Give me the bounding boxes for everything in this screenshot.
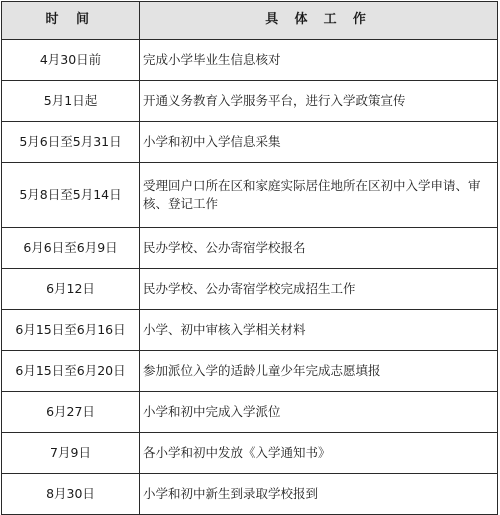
cell-work: 民办学校、公办寄宿学校完成招生工作 [140,269,498,310]
cell-time: 8月30日 [2,474,140,515]
table-row [2,40,498,81]
table-row [2,228,498,269]
header-time: 时 间 [2,2,140,40]
cell-work: 完成小学毕业生信息核对 [140,40,498,81]
table-row [2,310,498,351]
cell-work: 民办学校、公办寄宿学校报名 [140,228,498,269]
cell-time: 7月9日 [2,433,140,474]
table-row [2,351,498,392]
header-work: 具 体 工 作 [140,2,498,40]
cell-work: 小学和初中完成入学派位 [140,392,498,433]
table-row [2,122,498,163]
cell-time: 6月12日 [2,269,140,310]
cell-work: 开通义务教育入学服务平台，进行入学政策宣传 [140,81,498,122]
cell-time: 6月6日至6月9日 [2,228,140,269]
cell-time: 6月15日至6月20日 [2,351,140,392]
cell-work: 小学和初中新生到录取学校报到 [140,474,498,515]
enrollment-schedule-table [1,1,498,515]
schedule-sheet [1,1,497,501]
table-header [2,2,498,40]
table-row [2,81,498,122]
table-row [2,269,498,310]
cell-time: 5月6日至5月31日 [2,122,140,163]
cell-work: 受理回户口所在区和家庭实际居住地所在区初中入学申请、审核、登记工作 [140,163,498,228]
table-body [2,40,498,515]
cell-work: 各小学和初中发放《入学通知书》 [140,433,498,474]
cell-time: 6月27日 [2,392,140,433]
cell-time: 6月15日至6月16日 [2,310,140,351]
cell-work: 参加派位入学的适龄儿童少年完成志愿填报 [140,351,498,392]
table-row [2,433,498,474]
cell-work: 小学和初中入学信息采集 [140,122,498,163]
table-row [2,392,498,433]
cell-work: 小学、初中审核入学相关材料 [140,310,498,351]
cell-time: 5月8日至5月14日 [2,163,140,228]
table-row [2,163,498,228]
table-row [2,474,498,515]
cell-time: 5月1日起 [2,81,140,122]
cell-time: 4月30日前 [2,40,140,81]
header-row [2,2,498,40]
